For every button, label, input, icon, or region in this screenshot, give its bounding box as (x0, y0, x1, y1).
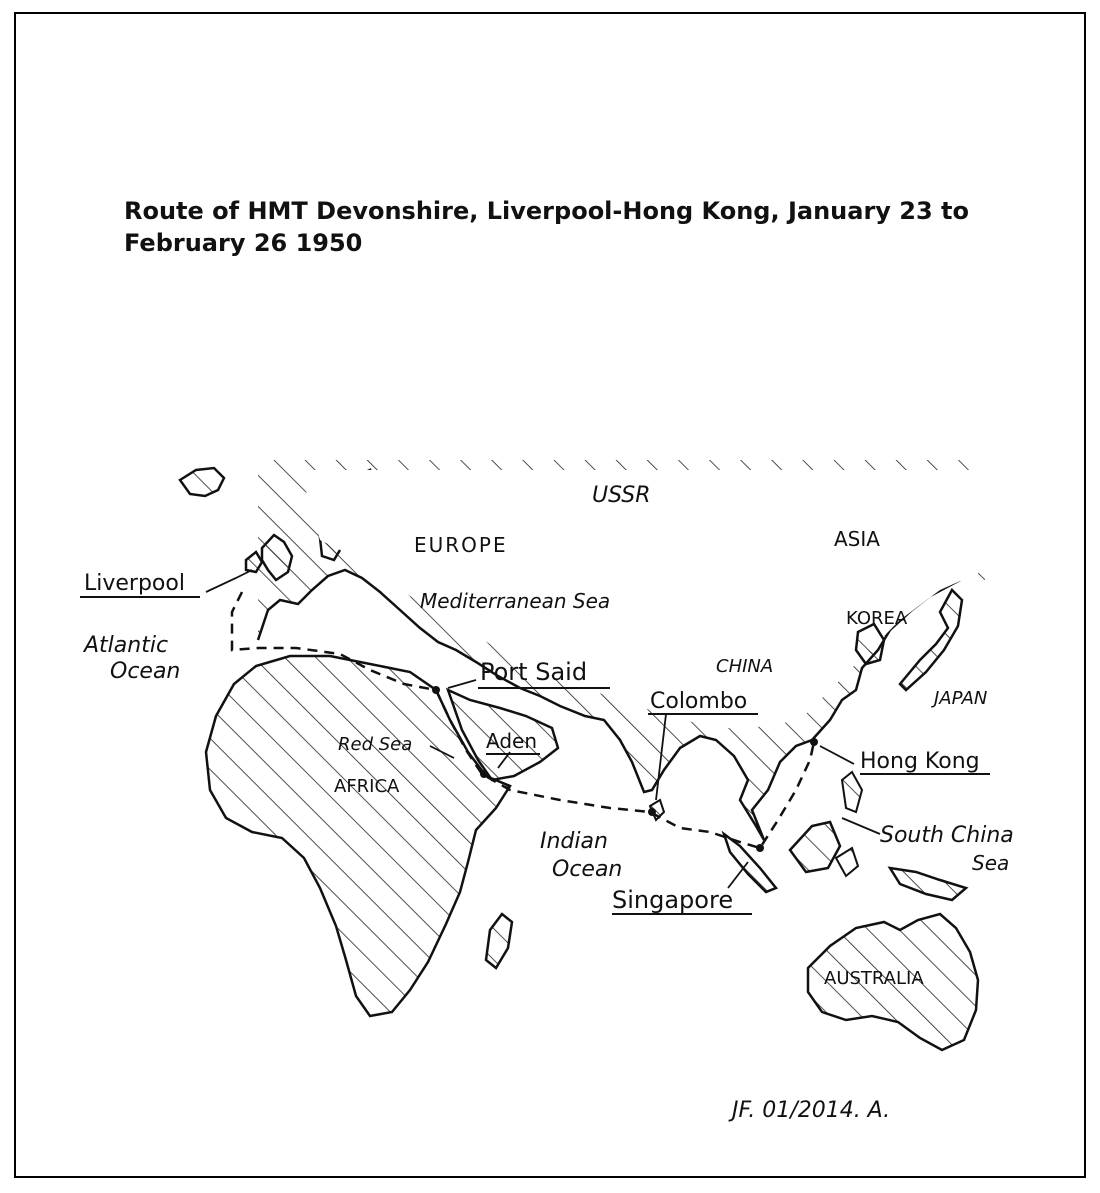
atlantic-label-line1: Atlantic (84, 633, 169, 658)
port-said-label: Port Said (480, 658, 588, 686)
aden-label: Aden (486, 729, 538, 753)
singapore-label: Singapore (612, 886, 734, 914)
singapore-marker (756, 844, 764, 852)
china-label: CHINA (716, 656, 774, 677)
colombo-marker (648, 808, 656, 816)
liverpool-label: Liverpool (84, 571, 185, 596)
iceland-landmass (180, 468, 224, 496)
south-china-label-line2: Sea (972, 851, 1010, 875)
europe-label: EUROPE (414, 533, 508, 557)
south-china-leader (842, 818, 880, 834)
singapore-leader (728, 862, 748, 888)
aden-marker (480, 770, 488, 778)
sulawesi-landmass (836, 848, 858, 876)
colombo-label: Colombo (650, 689, 748, 714)
asia-label: ASIA (834, 527, 880, 551)
artist-signature: JF. 01/2014. A. (732, 1098, 891, 1123)
mediterranean-label: Mediterranean Sea (420, 589, 611, 613)
new-guinea-landmass (890, 868, 966, 900)
hong-kong-marker (810, 738, 818, 746)
red-sea-label: Red Sea (338, 734, 413, 755)
atlantic-label-line2: Ocean (110, 659, 181, 684)
ussr-label: USSR (592, 483, 651, 508)
indian-label-line1: Indian (540, 829, 608, 854)
hong-kong-label: Hong Kong (860, 749, 980, 774)
port-said-marker (432, 686, 440, 694)
south-china-label-line1: South China (880, 823, 1014, 848)
japan-label: JAPAN (934, 688, 988, 709)
borneo-landmass (790, 822, 840, 872)
hong-kong-leader (820, 746, 854, 764)
indian-label-line2: Ocean (552, 857, 623, 882)
madagascar-landmass (486, 914, 512, 968)
australia-label: AUSTRALIA (824, 968, 924, 989)
liverpool-leader (206, 570, 252, 592)
map-title: Route of HMT Devonshire, Liverpool-Hong Kong, January 23 to February 26 1950 (124, 197, 970, 257)
port-said-leader (448, 680, 476, 688)
africa-label: AFRICA (334, 776, 400, 797)
korea-label: KOREA (846, 608, 908, 629)
philippines-landmass (842, 772, 862, 812)
